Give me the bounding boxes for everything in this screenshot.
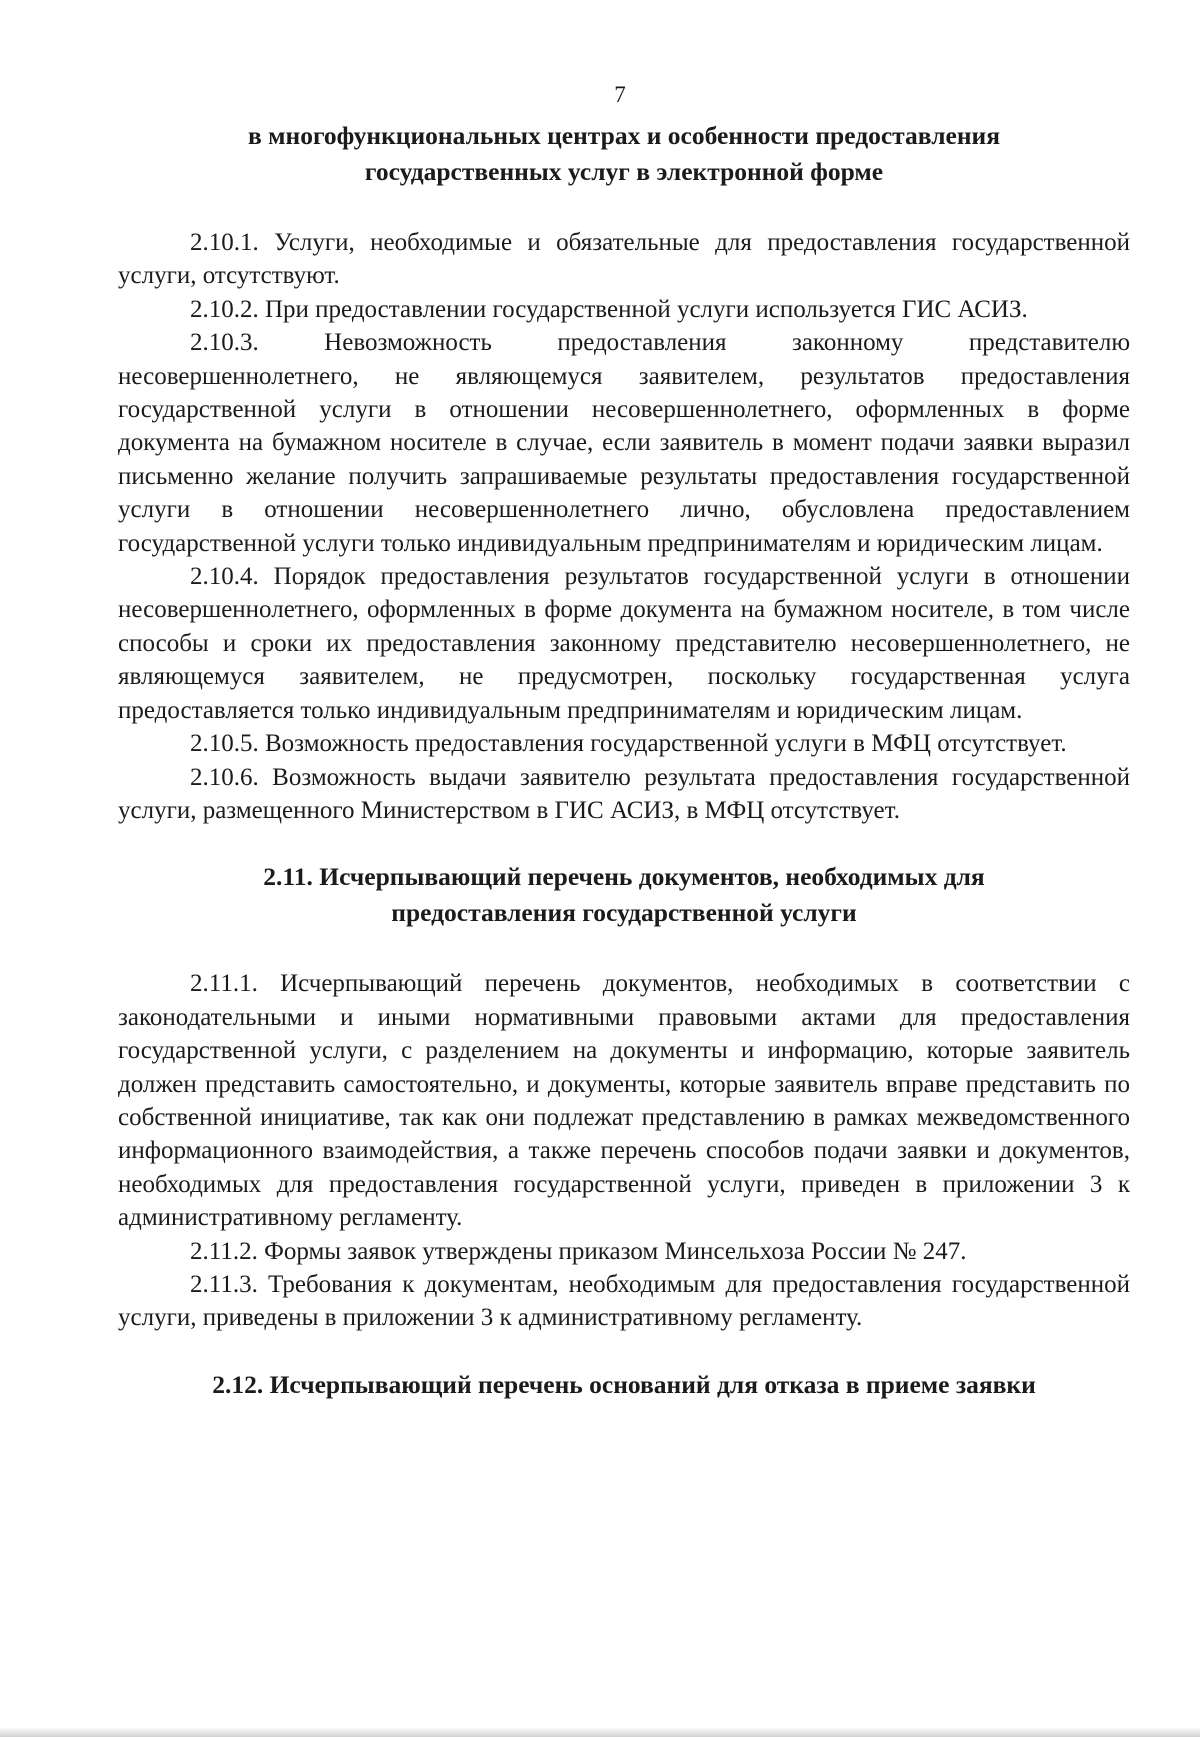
heading-line: в многофункциональных центрах и особенности предоставления: [247, 121, 1001, 150]
section-heading-continuation: [118, 118, 1130, 190]
paragraph-2-10-4: 2.10.4. Порядок предоставления результатов государственной услуги в отношении несовершеннолетнего, оформленных в форме документа на бумажном носителе, в том числе способы и сроки их предоставления законному представителю несовершеннолетнего, не являющемуся заявителем, не предусмотрен, поскольку государственная услуга предоставляется только индивидуальным предпринимателям и юридическим лицам.: [118, 563, 1130, 724]
page-number: 7: [614, 82, 626, 107]
scan-edge-shadow: [0, 1727, 1200, 1737]
section-heading-2-11: [118, 859, 1130, 931]
heading-line: государственных услуг в электронной форме: [364, 157, 884, 186]
paragraph-2-10-6: 2.10.6. Возможность выдачи заявителю результата предоставления государственной услуги, размещенного Министерством в ГИС АСИЗ, в МФЦ отсутствует.: [118, 763, 1130, 824]
heading-line: 2.11. Исчерпывающий перечень документов, необходимых для: [263, 862, 985, 892]
section-heading-2-12: [118, 1367, 1130, 1403]
paragraph-2-10-5: 2.10.5. Возможность предоставления государственной услуги в МФЦ отсутствует.: [190, 730, 1067, 758]
paragraph-2-11-1: 2.11.1. Исчерпывающий перечень документов, необходимых в соответствии с законодательными и иными нормативными правовыми актами для предоставления государственной услуги, с разделением на документы и информацию, которые заявитель должен представить самостоятельно, и документы, которые заявитель вправе представить по собственной инициативе, так как они подлежат представлению в рамках межведомственного информационного взаимодействия, а также перечень способов подачи заявки и документов, необходимых для предоставления государственной услуги, приведен в приложении 3 к административному регламенту.: [118, 970, 1130, 1232]
paragraph-2-10-2: 2.10.2. При предоставлении государственной услуги используется ГИС АСИЗ.: [190, 295, 1028, 323]
paragraph-2-10-3: 2.10.3. Невозможность предоставления законному представителю несовершеннолетнего, не являющемуся заявителем, результатов предоставления государственной услуги в отношении несовершеннолетнего, оформленных в форме документа на бумажном носителе в случае, если заявитель в момент подачи заявки выразил письменно желание получить запрашиваемые результаты предоставления государственной услуги в отношении несовершеннолетнего лично, обусловлена предоставлением государственной услуги только индивидуальным предпринимателям и юридическим лицам.: [118, 329, 1130, 557]
document-body: [118, 118, 1130, 1403]
heading-line: предоставления государственной услуги: [391, 898, 857, 928]
heading-line: 2.12. Исчерпывающий перечень оснований для отказа в приеме заявки: [212, 1369, 1036, 1399]
paragraph-2-11-2: 2.11.2. Формы заявок утверждены приказом Минсельхоза России № 247.: [190, 1237, 967, 1265]
paragraph-2-11-3: 2.11.3. Требования к документам, необходимым для предоставления государственной услуги, приведены в приложении 3 к административному регламенту.: [118, 1270, 1130, 1332]
paragraph-2-10-1: 2.10.1. Услуги, необходимые и обязательные для предоставления государственной услуги, отсутствуют.: [118, 229, 1130, 290]
